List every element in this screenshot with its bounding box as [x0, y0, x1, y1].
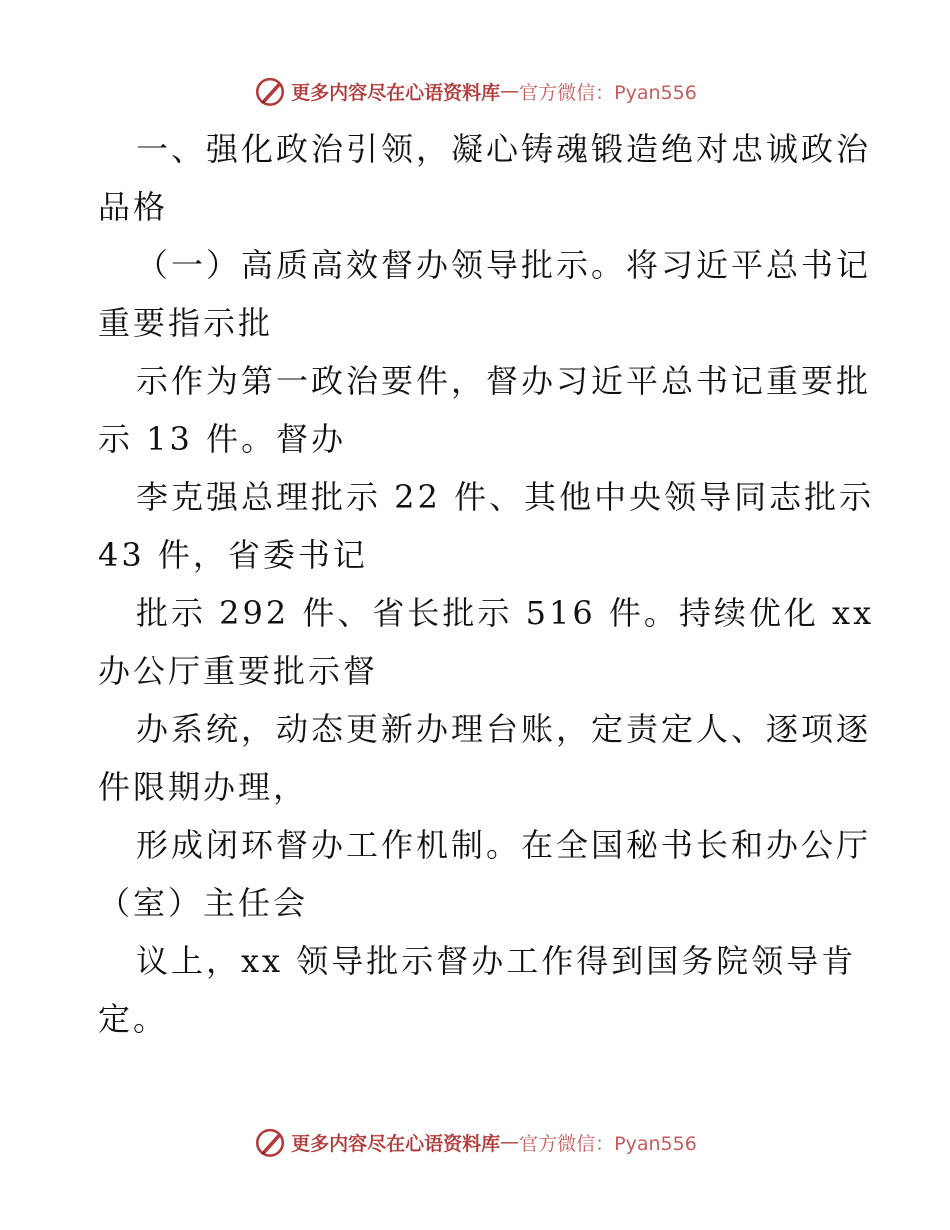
banner-wechat-text: 官方微信：Pyan556: [519, 81, 697, 104]
text-line: 示 13 件。督办: [98, 420, 347, 458]
text-line: 件限期办理，: [98, 768, 309, 806]
text-line: 议上，xx 领导批示督办工作得到国务院领导肯: [136, 942, 857, 980]
header-watermark-banner: [0, 74, 950, 108]
document-body: [98, 120, 875, 1048]
text-line: 43 件，省委书记: [98, 536, 368, 574]
text-line: 示作为第一政治要件，督办习近平总书记重要批: [136, 362, 872, 400]
banner-dash: —: [500, 1131, 520, 1153]
text-line: 品格: [98, 188, 169, 226]
pen-logo-icon: [253, 74, 287, 108]
text-line: 李克强总理批示 22 件、其他中央领导同志批示: [136, 478, 875, 516]
banner-wechat-text: 官方微信：Pyan556: [519, 1132, 697, 1155]
text-line: 一、强化政治引领，凝心铸魂锻造绝对忠诚政治: [136, 130, 872, 168]
text-line: （室）主任会: [98, 884, 309, 922]
footer-watermark-banner: [0, 1125, 950, 1159]
banner-main-text: 更多内容尽在心语资料库: [291, 1132, 501, 1155]
text-line: 办公厅重要批示督: [98, 652, 379, 690]
banner-dash: —: [500, 80, 520, 102]
text-line: （一）高质高效督办领导批示。将习近平总书记: [136, 246, 872, 284]
text-line: 办系统，动态更新办理台账，定责定人、逐项逐: [136, 710, 872, 748]
pen-logo-icon: [253, 1125, 287, 1159]
text-line: 批示 292 件、省长批示 516 件。持续优化 xx: [136, 594, 875, 632]
banner-main-text: 更多内容尽在心语资料库: [291, 81, 501, 104]
text-line: 定。: [98, 1000, 169, 1038]
text-line: 重要指示批: [98, 304, 274, 342]
text-line: 形成闭环督办工作机制。在全国秘书长和办公厅: [136, 826, 872, 864]
